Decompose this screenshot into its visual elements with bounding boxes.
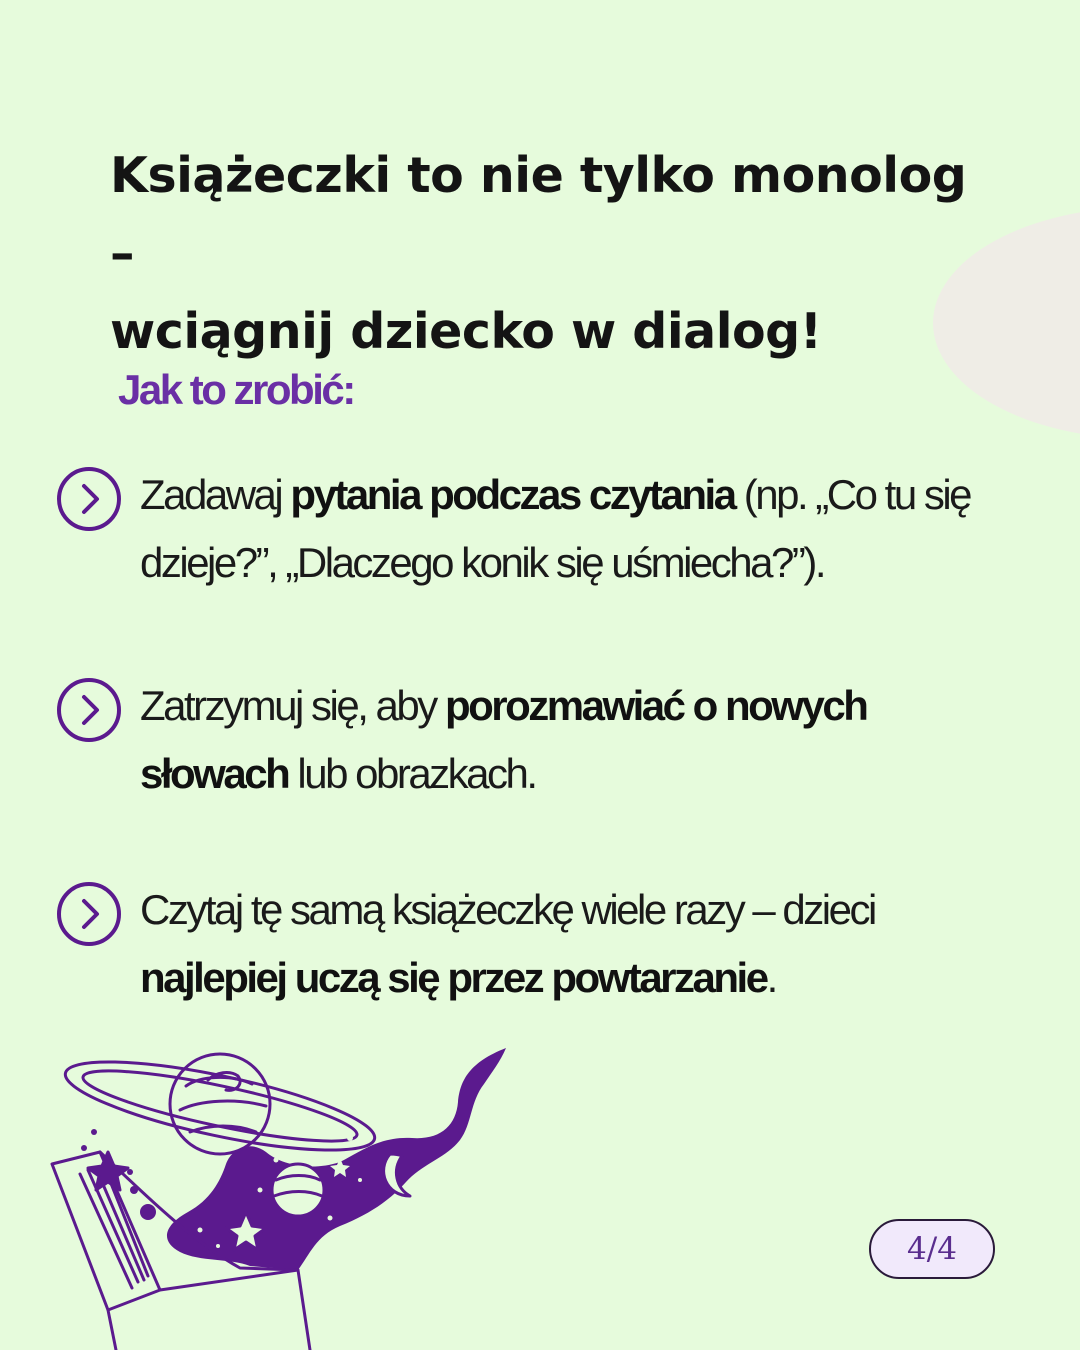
tip-text-2-rest: lub obrazkach. <box>288 750 536 797</box>
tip-text-1-rest: (np. „Co tu się dzieje?”, „Dlaczego konik się uśmiecha?”). <box>140 471 971 586</box>
tip-text-1-regular: Zadawaj <box>140 471 291 518</box>
chevron-right-circle-icon <box>56 881 122 947</box>
page-indicator: 4/4 <box>869 1219 995 1279</box>
chevron-right-circle-icon <box>56 677 122 743</box>
title-line-1: Książeczki to nie tylko monolog – <box>110 147 967 282</box>
tip-text-2-bold: porozmawiać o nowych słowach <box>140 682 867 797</box>
title-line-2: wciągnij dziecko w dialog! <box>110 303 822 360</box>
tip-text-3-rest: . <box>766 954 776 1001</box>
tip-text-1 <box>140 461 1020 597</box>
tip-text-3 <box>140 876 1020 1012</box>
tip-text-2 <box>140 672 1020 808</box>
tip-text-1-bold: pytania podczas czytania <box>290 471 735 518</box>
tip-text-3-regular: Czytaj tę samą książeczkę wiele razy – dzieci <box>140 886 875 933</box>
book-planet-illustration <box>40 1040 520 1350</box>
page-title <box>110 137 990 371</box>
tip-text-3-bold: najlepiej uczą się przez powtarzanie <box>140 954 767 1001</box>
tip-text-2-regular: Zatrzymuj się, aby <box>140 682 445 729</box>
section-subtitle: Jak to zrobić: <box>118 366 354 413</box>
chevron-right-circle-icon <box>56 466 122 532</box>
